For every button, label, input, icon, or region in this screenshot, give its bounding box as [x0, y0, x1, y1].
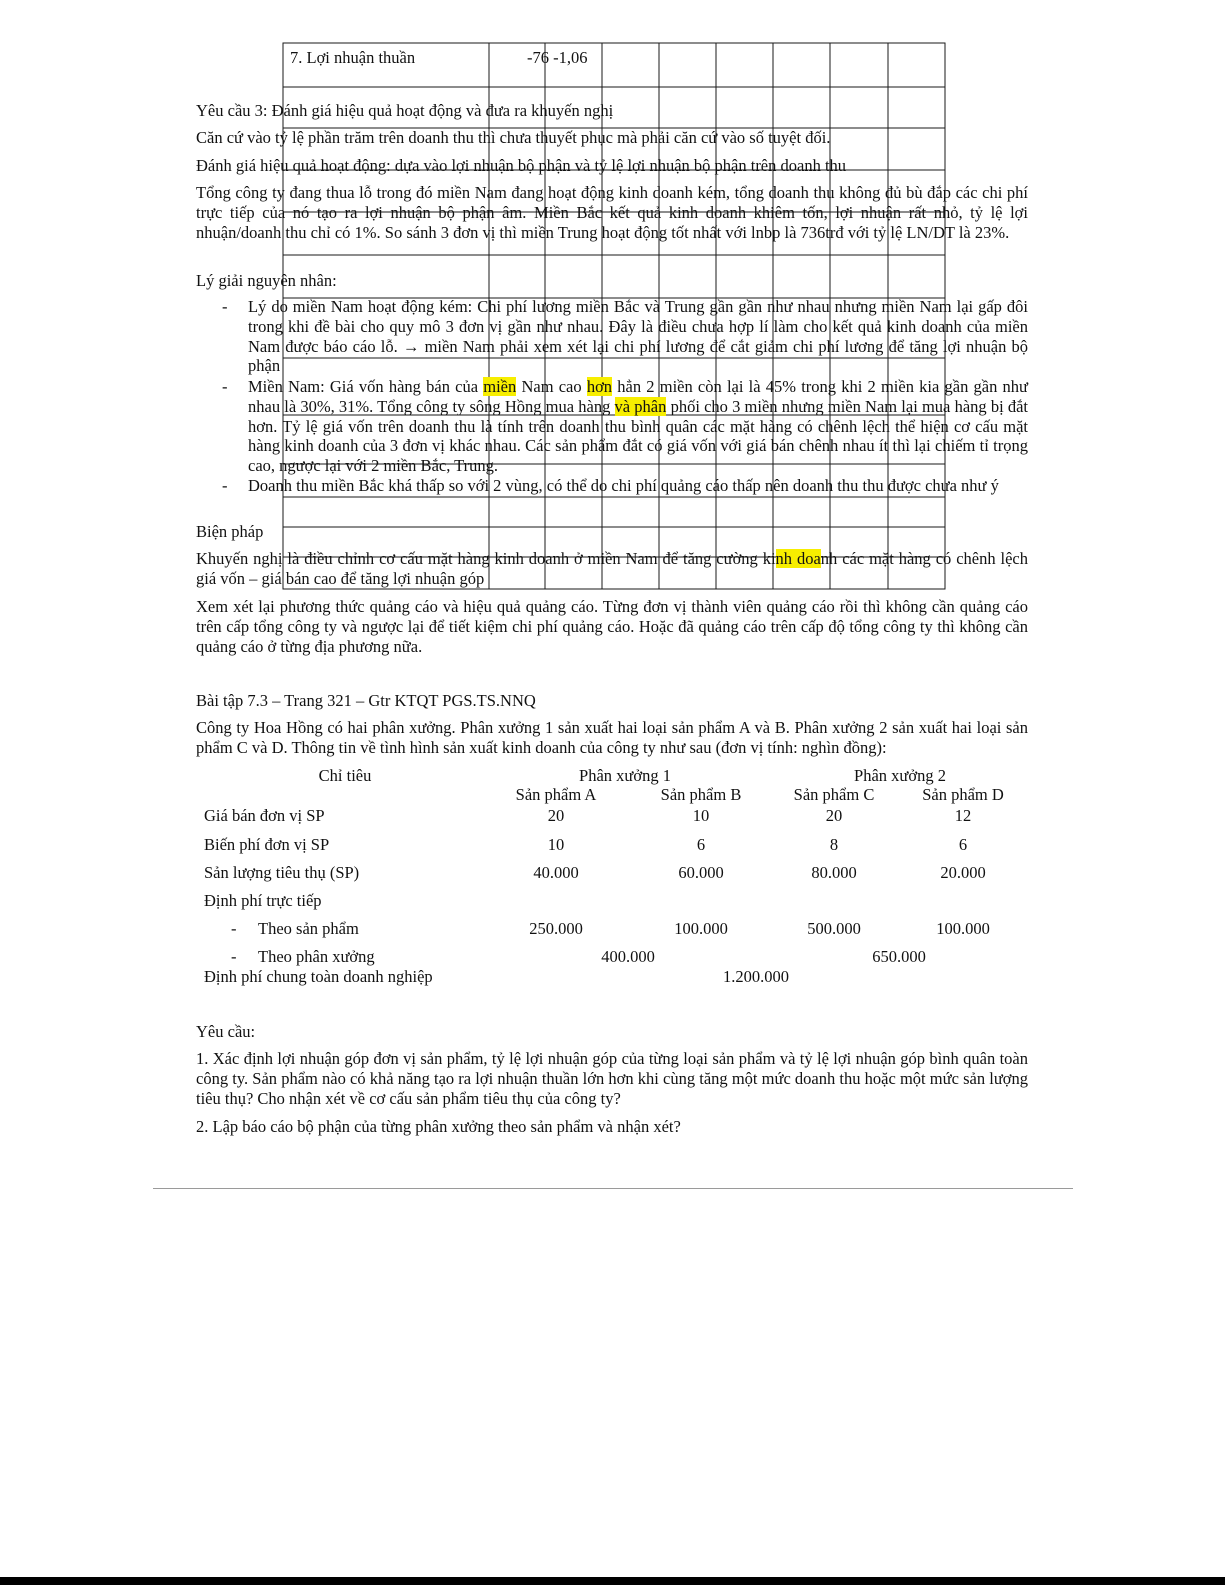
ly-giai-heading: Lý giải nguyên nhân: [196, 271, 337, 290]
table-cell: 80.000 [811, 863, 857, 882]
row-label: Theo phân xưởng [258, 947, 375, 966]
column-header-px1: Phân xưởng 1 [579, 766, 671, 785]
khuyen-nghi-paragraph [196, 549, 1028, 589]
text-run: Nam cao [516, 377, 587, 396]
bottom-bar [0, 1577, 1225, 1585]
row-dash: - [231, 947, 237, 966]
column-header-product: Sản phẩm B [660, 785, 742, 804]
highlight-mark: và phân [614, 396, 667, 416]
yeu-cau-heading: Yêu cầu: [196, 1022, 256, 1041]
bullet-dash: - [222, 476, 228, 495]
table-cell: 250.000 [529, 919, 583, 938]
row-label: Theo sản phẩm [258, 919, 359, 938]
table-cell: 400.000 [601, 947, 655, 966]
table-cell: 100.000 [674, 919, 728, 938]
table-cell: 20 [825, 806, 843, 825]
question-1: 1. Xác định lợi nhuận góp đơn vị sản phẩm, tỷ lệ lợi nhuận góp của từng loại sản phẩm và tỷ lệ lợi nhuận góp bình quân toàn công ty. Sản phẩm nào có khả năng tạo ra lợi nhuận thuần lớn hơn khi cùng tăng một mức doanh thu hoặc một mức sản lượng tiêu thụ? Cho nhận xét về cơ cấu sản phẩm tiêu thụ của công ty? [196, 1049, 1028, 1108]
text-run: hẳn 2 miền còn lại là 45% trong khi 2 miền kia gần gần như nhau là 30%, 31%. Tổng công ty sông Hồng mua hàng [248, 377, 1028, 416]
row-label: Sản lượng tiêu thụ (SP) [204, 863, 360, 882]
column-header-product: Sản phẩm D [922, 785, 1004, 804]
yeu-cau-3-heading: Yêu cầu 3: Đánh giá hiệu quả hoạt động và đưa ra khuyến nghị [196, 101, 614, 120]
question-2: 2. Lập báo cáo bộ phận của từng phân xưởng theo sản phẩm và nhận xét? [196, 1117, 681, 1136]
table-cell: 20 [547, 806, 565, 825]
table-cell: 8 [829, 835, 839, 854]
text-run: Miền Nam: Giá vốn hàng bán của [248, 377, 484, 396]
column-header-product: Sản phẩm C [793, 785, 875, 804]
bullet-item-3: Doanh thu miền Bắc khá thấp so với 2 vùng, có thể do chi phí quảng cáo thấp nên doanh thu thu được chưa như ý [248, 476, 999, 495]
danh-gia-paragraph: Đánh giá hiệu quả hoạt động: dựa vào lợi nhuận bộ phận và tỷ lệ lợi nhuận bộ phận trên doanh thu [196, 156, 847, 175]
table-cell: 100.000 [936, 919, 990, 938]
highlight-mark: hơn [586, 377, 613, 396]
xem-xet-paragraph: Xem xét lại phương thức quảng cáo và hiệu quả quảng cáo. Từng đơn vị thành viên quảng cáo rồi thì không cần quảng cáo trên cấp tổng công ty và ngược lại để tiết kiệm chi phí quảng cáo. Hoặc đã quảng cáo trên cấp độ tổng công ty thì không cần quảng cáo ở từng địa phương nữa. [196, 597, 1028, 656]
row-label: Định phí chung toàn doanh nghiệp [204, 967, 433, 986]
table-cell: 1.200.000 [723, 967, 789, 986]
bullet-item-2 [248, 377, 1028, 476]
table-cell: 60.000 [678, 863, 724, 882]
table-cell: 20.000 [940, 863, 986, 882]
highlight-mark: miền [483, 377, 517, 396]
column-header-product: Sản phẩm A [515, 785, 597, 804]
text-run: nh các mặt hàng có chênh lệch giá vốn – giá bán cao để tăng lợi nhuận góp [196, 549, 1028, 588]
table-cell: 12 [954, 806, 972, 825]
table-row-label: 7. Lợi nhuận thuần [290, 48, 416, 67]
table-cell: 650.000 [872, 947, 926, 966]
row-label: Định phí trực tiếp [204, 891, 322, 910]
page-divider [153, 1188, 1073, 1189]
table-row-values: -76 -1,06 [527, 48, 588, 67]
text-run: phối cho 3 miền nhưng miền Nam lại mua hàng bị đắt hơn. Tỷ lệ giá vốn trên doanh thu là tính trên doanh thu bình quân các mặt hàng có chênh lệch thể hiện cơ cấu mặt hàng kinh doanh của 3 đơn vị khác nhau. Các sản phẩm đắt có giá vốn với giá bán chênh nhau ít thì lại chiếm tỉ trọng cao, ngược lại với 2 miền Bắc, Trung. [248, 396, 1029, 476]
table-cell: 6 [696, 835, 706, 854]
table-cell: 10 [692, 806, 710, 825]
table-cell: 10 [547, 835, 565, 854]
bullet-dash: - [222, 297, 228, 316]
cong-ty-paragraph: Công ty Hoa Hồng có hai phân xưởng. Phân xưởng 1 sản xuất hai loại sản phẩm A và B. Phân xưởng 2 sản xuất hai loại sản phẩm C và D. Thông tin về tình hình sản xuất kinh doanh của công ty như sau (đơn vị tính: nghìn đồng): [196, 718, 1028, 757]
text-run: Khuyến nghị là điều chỉnh cơ cấu mặt hàng kinh doanh ở miền Nam để tăng cường ki [196, 549, 776, 568]
can-cu-paragraph: Căn cứ vào tỷ lệ phần trăm trên doanh thu thì chưa thuyết phục mà phải căn cứ vào số tuyệt đối. [196, 128, 831, 147]
bai-tap-heading: Bài tập 7.3 – Trang 321 – Gtr KTQT PGS.TS.NNQ [196, 691, 536, 710]
bien-phap-heading: Biện pháp [196, 522, 264, 541]
row-dash: - [231, 919, 237, 938]
row-label: Giá bán đơn vị SP [204, 806, 325, 825]
highlight-mark: nh doa [775, 549, 821, 568]
column-header-px2: Phân xưởng 2 [854, 766, 946, 785]
table-cell: 40.000 [533, 863, 579, 882]
bullet-dash: - [222, 377, 228, 396]
table-cell: 500.000 [807, 919, 861, 938]
tong-cong-ty-paragraph: Tổng công ty đang thua lỗ trong đó miền Nam đang hoạt động kinh doanh kém, tổng doanh thu không đủ bù đắp các chi phí trực tiếp của nó tạo ra lợi nhuận bộ phận âm. Miền Bắc kết quả kinh doanh khiêm tốn, lợi nhuận rất nhỏ, tỷ lệ lợi nhuận/doanh thu chỉ có 1%. So sánh 3 đơn vị thì miền Trung hoạt động tốt nhất với lnbp là 736trđ với tỷ lệ LN/DT là 23%. [196, 183, 1028, 242]
column-header-chi-tieu: Chỉ tiêu [318, 766, 372, 785]
table-cell: 6 [958, 835, 968, 854]
row-label: Biến phí đơn vị SP [204, 835, 330, 854]
bullet-item-1: Lý do miền Nam hoạt động kém: Chi phí lương miền Bắc và Trung gần gần như nhau nhưng miền Nam lại gấp đôi trong khi đề bài cho quy mô 3 đơn vị gần như nhau. Đây là điều chưa hợp lí làm cho kết quả kinh doanh của miền Nam được báo cáo lỗ. → miền Nam phải xem xét lại chi phí lương để cắt giảm chi phí lương để tăng lợi nhuận bộ phận [248, 297, 1028, 376]
